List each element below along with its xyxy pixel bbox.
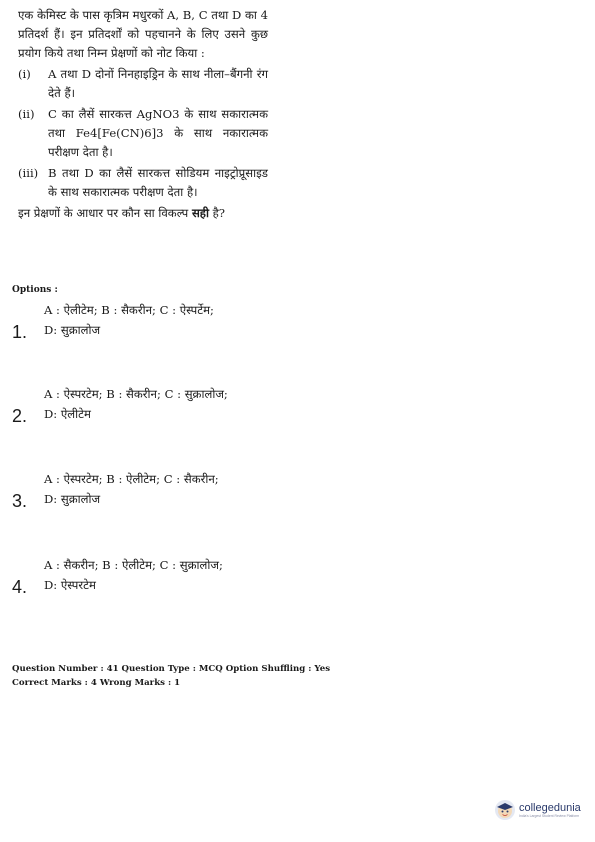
observation-number: (ii) bbox=[18, 107, 35, 121]
option-line-1: A : ऐस्परटेम; B : ऐलीटेम; C : सैकरीन; bbox=[44, 472, 219, 486]
observation-text: A तथा D दोनों निनहाइड्रिन के साथ नीला–बैंगनी रंग देते हैं। bbox=[48, 67, 268, 100]
option-line-2: D: ऐलीटेम bbox=[44, 407, 91, 421]
prompt-text-end: है? bbox=[208, 206, 226, 220]
option-line-2: D: सुक्रालोज bbox=[44, 323, 101, 337]
meta-line-1: Question Number : 41 Question Type : MCQ Option Shuffling : Yes bbox=[12, 664, 331, 674]
question-intro: एक केमिस्ट के पास कृत्रिम मधुरकों A, B, C तथा D का 4 प्रतिदर्श हैं। इन प्रतिदर्शों को पहचानने के लिए उसने कुछ प्रयोग किये तथा निम्न प्रेक्षणों को नोट किया : bbox=[18, 8, 268, 60]
option-number: 4. bbox=[12, 577, 28, 597]
option-line-1: A : ऐलीटेम; B : सैकरीन; C : ऐस्पर्टेम; bbox=[44, 303, 214, 317]
observation-text: B तथा D का लैसें सारकत्त सोडियम नाइट्रोप्रूसाइड के साथ सकारात्मक परीक्षण देता है। bbox=[48, 166, 268, 199]
option-line-1: A : ऐस्परटेम; B : सैकरीन; C : सुक्रालोज; bbox=[44, 387, 228, 401]
question-prompt bbox=[18, 204, 268, 223]
option-number: 2. bbox=[12, 406, 28, 426]
options-label: Options : bbox=[12, 285, 58, 295]
observation-item bbox=[18, 105, 268, 162]
observation-item bbox=[18, 164, 268, 202]
logo-name: collegedunia bbox=[519, 802, 581, 814]
observation-number: (i) bbox=[18, 67, 31, 81]
option-number: 3. bbox=[12, 491, 28, 511]
observation-number: (iii) bbox=[18, 166, 39, 180]
observation-item bbox=[18, 65, 268, 103]
option-line-1: A : सैकरीन; B : ऐलीटेम; C : सुक्रालोज; bbox=[44, 558, 223, 572]
collegedunia-logo bbox=[495, 800, 581, 820]
question-meta bbox=[12, 662, 330, 690]
prompt-text: इन प्रेक्षणों के आधार पर कौन सा विकल्प bbox=[18, 206, 192, 220]
option-number: 1. bbox=[12, 322, 28, 342]
logo-tagline: India's Largest Student Review Platform bbox=[519, 814, 580, 818]
meta-line-2: Correct Marks : 4 Wrong Marks : 1 bbox=[12, 678, 181, 688]
prompt-emphasis: सही bbox=[191, 206, 209, 220]
observation-list bbox=[18, 65, 268, 202]
question-block bbox=[18, 6, 268, 223]
option-line-2: D: ऐस्परटेम bbox=[44, 578, 96, 592]
graduate-avatar-icon bbox=[495, 800, 515, 820]
observation-text: C का लैसें सारकत्त AgNO3 के साथ सकारात्मक तथा Fe4[Fe(CN)6]3 के साथ नकारात्मक परीक्षण देता है। bbox=[48, 107, 268, 159]
option-line-2: D: सुक्रालोज bbox=[44, 492, 101, 506]
